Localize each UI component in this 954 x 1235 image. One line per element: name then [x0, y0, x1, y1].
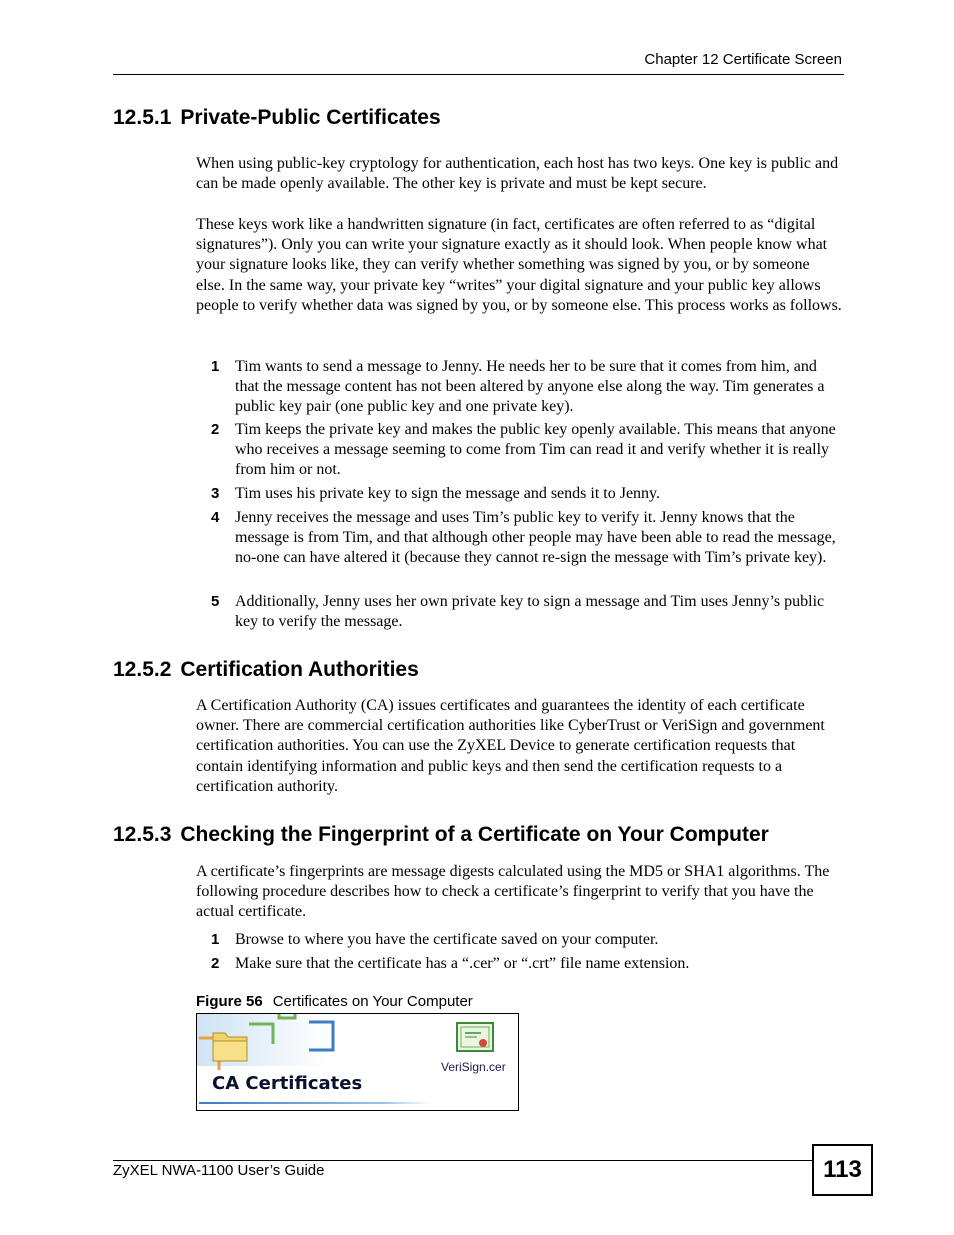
- footer-rule: [113, 1160, 812, 1161]
- step-text: Jenny receives the message and uses Tim’s public key to verify it. Jenny knows that the message is from Tim, and that although other people may have been able to read the message, no-one can have altered it (because they cannot re-sign the message with Tim’s private key).: [235, 509, 836, 567]
- section-title: Certification Authorities: [180, 658, 419, 681]
- step-number: 1: [211, 358, 220, 375]
- step-number: 1: [211, 931, 220, 948]
- section-number: 12.5.1: [113, 106, 172, 129]
- section-heading-12-5-2: [113, 658, 419, 682]
- certificate-icon: [455, 1021, 495, 1055]
- folder-title: CA Certificates: [212, 1073, 363, 1094]
- section-heading-12-5-1: [113, 106, 441, 130]
- step-number: 4: [211, 509, 220, 526]
- step-number: 3: [211, 485, 220, 502]
- list-item: [196, 592, 842, 632]
- figure-caption: [196, 993, 473, 1010]
- list-item: [196, 930, 842, 950]
- step-number: 2: [211, 421, 220, 438]
- list-item: [196, 484, 842, 504]
- list-item: [196, 357, 842, 418]
- section-title: Private-Public Certificates: [180, 106, 441, 129]
- page-number: 113: [812, 1144, 873, 1196]
- list-item: [196, 508, 842, 569]
- step-number: 5: [211, 593, 220, 610]
- running-header: Chapter 12 Certificate Screen: [644, 51, 842, 68]
- figure-caption-text: Certificates on Your Computer: [272, 993, 473, 1010]
- section-title: Checking the Fingerprint of a Certificate on Your Computer: [180, 823, 769, 846]
- list-item: [196, 954, 842, 974]
- figure-certificates-folder: [196, 1013, 519, 1111]
- step-text: Tim keeps the private key and makes the public key openly available. This means that anyone who receives a message seeming to come from Tim can read it and verify whether it is really from him or not.: [235, 421, 836, 479]
- header-rule: [113, 74, 844, 75]
- step-text: Tim uses his private key to sign the message and sends it to Jenny.: [235, 485, 660, 502]
- paragraph: A Certification Authority (CA) issues certificates and guarantees the identity of each certificate owner. There are commercial certification authorities like CyberTrust or VeriSign and government certification authorities. You can use the ZyXEL Device to generate certification requests that contain identifying information and public keys and then send the certification requests to a certification authority.: [196, 697, 825, 795]
- paragraph: A certificate’s fingerprints are message digests calculated using the MD5 or SHA1 algorithms. The following procedure describes how to check a certificate’s fingerprint to verify that you have the actual certificate.: [196, 863, 830, 921]
- section-heading-12-5-3: [113, 823, 769, 847]
- section-number: 12.5.3: [113, 823, 172, 846]
- certificate-file-name[interactable]: VeriSign.cer: [441, 1060, 506, 1074]
- folder-icon: [211, 1027, 251, 1063]
- step-number: 2: [211, 955, 220, 972]
- paragraph: These keys work like a handwritten signature (in fact, certificates are often referred to as “digital signatures”). Only you can write your signature exactly as it should look. When people know what your signature looks like, they can verify whether something was signed by you, or by someone else. In the same way, your private key “writes” your digital signature and your public key allows people to verify whether data was signed by you, or by someone else. This process works as follows.: [196, 216, 842, 314]
- step-text: Tim wants to send a message to Jenny. He needs her to be sure that it comes from him, and that the message content has not been altered by anyone else along the way. Tim generates a public key pair (one public key and one private key).: [235, 358, 825, 416]
- paragraph: When using public-key cryptology for authentication, each host has two keys. One key is public and can be made openly available. The other key is private and must be kept secure.: [196, 155, 839, 193]
- section-number: 12.5.2: [113, 658, 172, 681]
- step-text: Make sure that the certificate has a “.cer” or “.crt” file name extension.: [235, 955, 690, 972]
- list-item: [196, 420, 842, 481]
- footer-guide-title: ZyXEL NWA-1100 User’s Guide: [113, 1162, 325, 1179]
- step-text: Additionally, Jenny uses her own private key to sign a message and Tim uses Jenny’s public key to verify the message.: [235, 593, 825, 631]
- figure-label: Figure 56: [196, 993, 263, 1010]
- step-text: Browse to where you have the certificate saved on your computer.: [235, 931, 659, 948]
